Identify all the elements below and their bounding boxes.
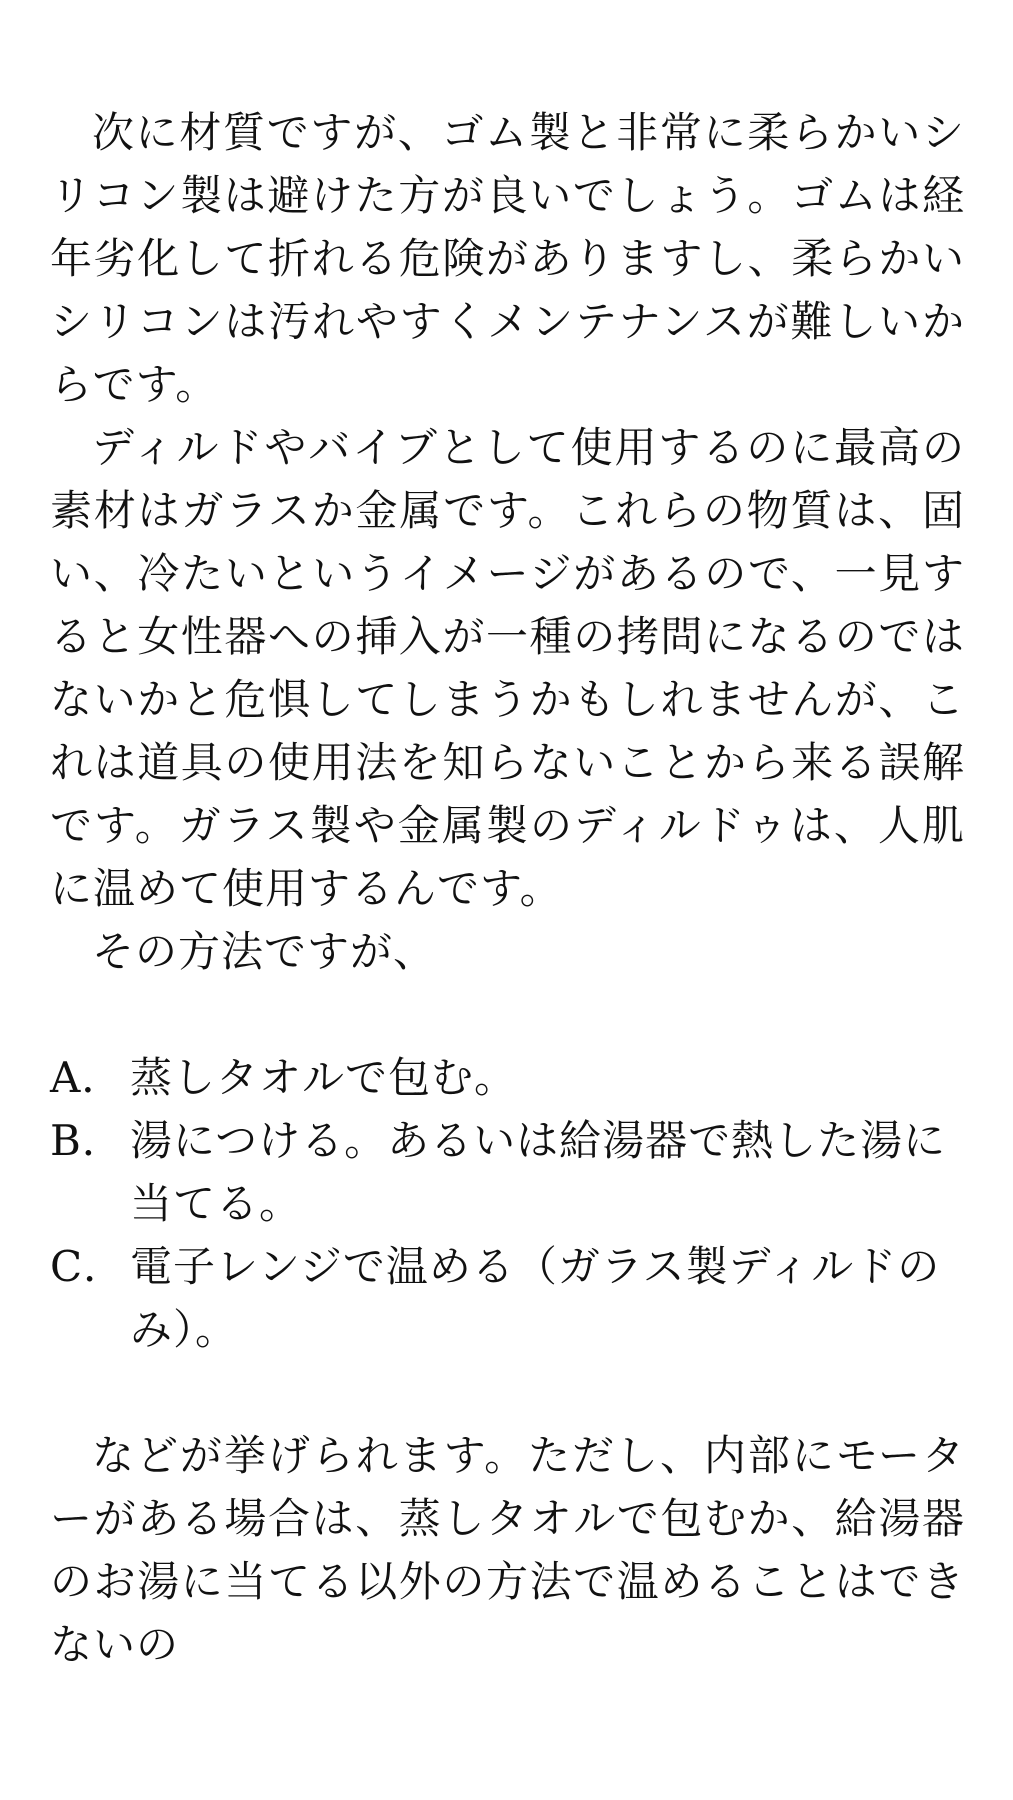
list-item-text: 蒸しタオルで包む。: [130, 1053, 518, 1102]
paragraph-method-intro: その方法ですが、: [92, 927, 437, 976]
paragraph-material: 次に材質ですが、ゴム製と非常に柔らかいシリコン製は避けた方が良いでしょう。ゴムは経年劣化して折れる危険がありますし、柔らかいシリコンは汚れやすくメンテナンスが難しいからです。: [50, 108, 965, 409]
list-item-text: 湯につける。あるいは給湯器で熱した湯に当てる。: [130, 1116, 947, 1228]
paragraph-conclusion: などが挙げられます。ただし、内部にモーターがある場合は、蒸しタオルで包むか、給湯器のお湯に当てる以外の方法で温めることはできないの: [50, 1431, 965, 1669]
list-item: [50, 1046, 965, 1109]
spacer: [50, 983, 965, 1046]
warming-methods-list: [50, 1046, 965, 1361]
list-marker: B．: [50, 1116, 125, 1165]
body-text: [50, 101, 965, 1676]
list-marker: C．: [50, 1242, 127, 1291]
list-item: [50, 1109, 965, 1235]
list-marker: A．: [50, 1053, 125, 1102]
paragraph-glass-metal: ディルドやバイブとして使用するのに最高の素材はガラスか金属です。これらの物質は、固い、冷たいというイメージがあるので、一見すると女性器への挿入が一種の拷問になるのではないかと危惧してしまうかもしれませんが、これは道具の使用法を知らないことから来る誤解です。ガラス製や金属製のディルドゥは、人肌に温めて使用するんです。: [50, 423, 965, 913]
spacer: [50, 1361, 965, 1424]
list-item-text: 電子レンジで温める（ガラス製ディルドのみ）。: [130, 1242, 941, 1354]
list-item: [50, 1235, 965, 1361]
